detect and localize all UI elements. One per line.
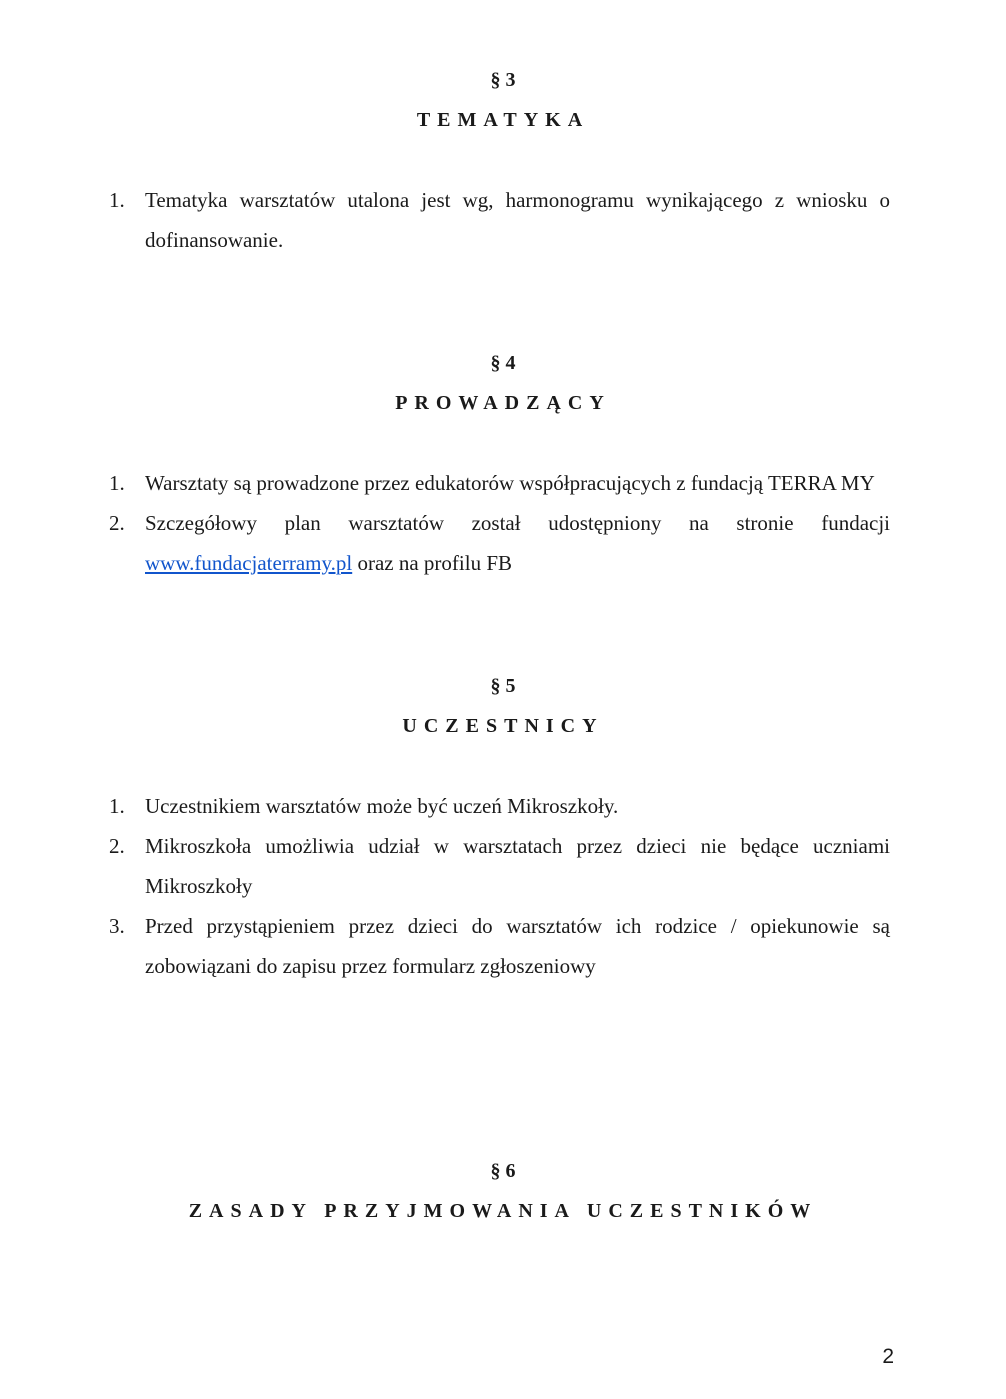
section-list	[109, 786, 890, 986]
section-title: ZASADY PRZYJMOWANIA UCZESTNIKÓW	[188, 1200, 818, 1222]
list-item	[109, 826, 890, 906]
section-title: PROWADZĄCY	[395, 392, 611, 414]
section-list	[109, 463, 890, 583]
section-number: § 5	[490, 675, 516, 697]
website-link[interactable]: www.fundacjaterramy.pl	[145, 551, 353, 575]
list-item	[109, 786, 890, 826]
list-item-number: 2.	[109, 511, 125, 535]
page-number: 2	[882, 1345, 894, 1368]
list-item-text: Tematyka warsztatów utalona jest wg, harmonogramu wynikającego z wniosku o dofinansowanie.	[145, 188, 890, 252]
section-number: § 4	[490, 352, 516, 374]
list-item-number: 1.	[109, 188, 125, 212]
list-item	[109, 503, 890, 583]
list-item-number: 1.	[109, 794, 125, 818]
list-item-text: Szczegółowy plan warsztatów został udostępniony na stronie fundacji	[145, 511, 890, 535]
list-item-text: Uczestnikiem warsztatów może być uczeń Mikroszkoły.	[145, 794, 619, 818]
list-item-text: Warsztaty są prowadzone przez edukatorów współpracujących z fundacją TERRA MY	[145, 471, 875, 495]
list-item-text: Mikroszkoła umożliwia udział w warsztatach przez dzieci nie będące uczniami Mikroszkoły	[145, 834, 890, 898]
list-item-text-after: oraz na profilu FB	[352, 551, 512, 575]
list-item-text: Przed przystąpieniem przez dzieci do warsztatów ich rodzice / opiekunowie są zobowiązani do zapisu przez formularz zgłoszeniowy	[145, 914, 890, 978]
section-title: TEMATYKA	[416, 109, 590, 131]
section-title: UCZESTNICY	[402, 715, 604, 737]
list-item-number: 2.	[109, 834, 125, 858]
section-list	[109, 180, 890, 260]
list-item	[109, 180, 890, 260]
list-item-number: 1.	[109, 471, 125, 495]
list-item	[109, 463, 890, 503]
section-number: § 6	[490, 1160, 516, 1182]
list-item-number: 3.	[109, 914, 125, 938]
section-number: § 3	[490, 69, 516, 91]
list-item	[109, 906, 890, 986]
